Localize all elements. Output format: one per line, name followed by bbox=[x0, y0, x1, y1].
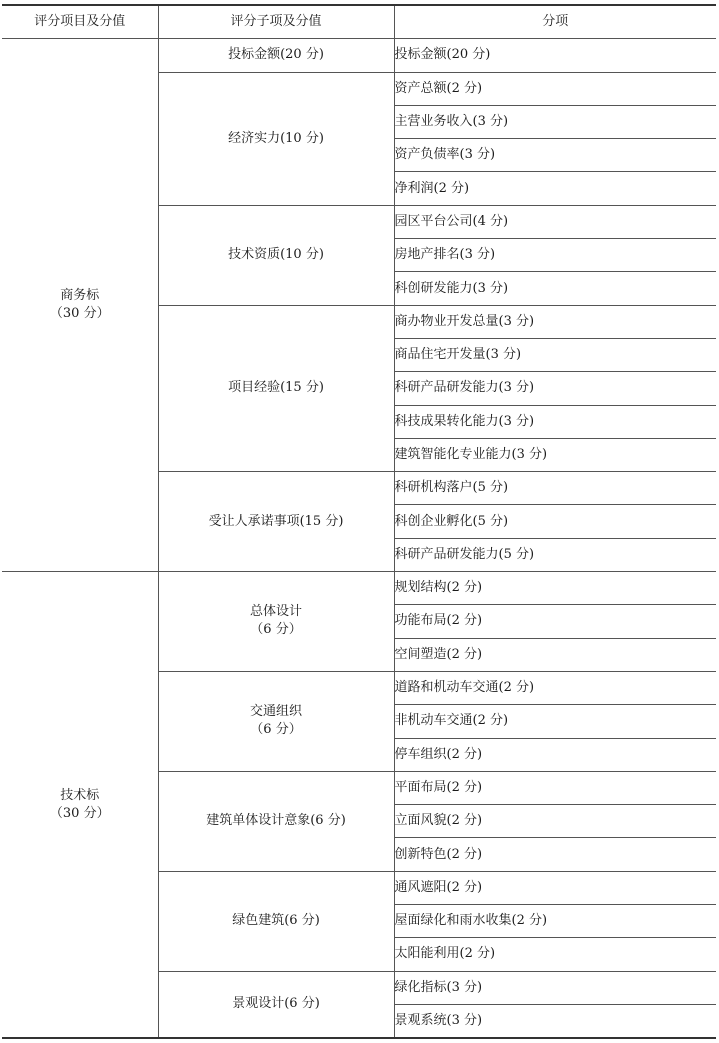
category-name: 技术标 bbox=[60, 787, 100, 803]
subitem-label: 绿色建筑(6 分) bbox=[232, 913, 320, 929]
subitem-label: 总体设计 bbox=[249, 604, 302, 620]
subitem-cell bbox=[158, 572, 394, 672]
item-cell: 建筑智能化专业能力(3 分) bbox=[394, 438, 716, 471]
subitem-label: 建筑单体设计意象(6 分) bbox=[206, 813, 346, 829]
item-cell: 商品住宅开发量(3 分) bbox=[394, 338, 716, 371]
item-cell: 科研产品研发能力(5 分) bbox=[394, 538, 716, 571]
item-cell: 平面布局(2 分) bbox=[394, 771, 716, 804]
subitem-label: 投标金额(20 分) bbox=[228, 47, 324, 63]
item-cell: 园区平台公司(4 分) bbox=[394, 205, 716, 238]
header-row bbox=[2, 5, 716, 39]
subitem-label: （6 分） bbox=[250, 722, 302, 738]
subitem-cell bbox=[158, 39, 394, 72]
subitem-label: 受让人承诺事项(15 分) bbox=[208, 513, 344, 529]
subitem-cell bbox=[158, 472, 394, 572]
item-cell: 净利润(2 分) bbox=[394, 172, 716, 205]
category-score: （30 分） bbox=[49, 306, 110, 322]
category-name: 商务标 bbox=[60, 288, 100, 304]
item-cell: 创新特色(2 分) bbox=[394, 838, 716, 871]
table-row bbox=[2, 572, 716, 605]
subitem-cell bbox=[158, 771, 394, 871]
table-body bbox=[2, 39, 716, 1038]
subitem-cell bbox=[158, 72, 394, 205]
item-cell: 房地产排名(3 分) bbox=[394, 239, 716, 272]
item-cell: 科研产品研发能力(3 分) bbox=[394, 372, 716, 405]
item-cell: 空间塑造(2 分) bbox=[394, 638, 716, 671]
subitem-cell bbox=[158, 205, 394, 305]
item-cell: 科技成果转化能力(3 分) bbox=[394, 405, 716, 438]
item-cell: 屋面绿化和雨水收集(2 分) bbox=[394, 905, 716, 938]
subitem-cell bbox=[158, 971, 394, 1038]
item-cell: 功能布局(2 分) bbox=[394, 605, 716, 638]
header-item: 分项 bbox=[394, 5, 716, 39]
item-cell: 立面风貌(2 分) bbox=[394, 805, 716, 838]
item-cell: 资产负债率(3 分) bbox=[394, 139, 716, 172]
subitem-label: 经济实力(10 分) bbox=[228, 130, 324, 146]
item-cell: 科研机构落户(5 分) bbox=[394, 472, 716, 505]
item-cell: 商办物业开发总量(3 分) bbox=[394, 305, 716, 338]
subitem-cell bbox=[158, 871, 394, 971]
item-cell: 规划结构(2 分) bbox=[394, 572, 716, 605]
item-cell: 科创企业孵化(5 分) bbox=[394, 505, 716, 538]
subitem-label: 项目经验(15 分) bbox=[228, 380, 324, 396]
item-cell: 道路和机动车交通(2 分) bbox=[394, 671, 716, 704]
item-cell: 通风遮阳(2 分) bbox=[394, 871, 716, 904]
table-row bbox=[2, 39, 716, 72]
item-cell: 太阳能利用(2 分) bbox=[394, 938, 716, 971]
scoring-table bbox=[2, 4, 716, 1039]
subitem-label: （6 分） bbox=[250, 622, 302, 638]
category-cell bbox=[2, 572, 158, 1039]
item-cell: 资产总额(2 分) bbox=[394, 72, 716, 105]
item-cell: 投标金额(20 分) bbox=[394, 39, 716, 72]
subitem-cell bbox=[158, 305, 394, 471]
category-score: （30 分） bbox=[49, 805, 110, 821]
item-cell: 主营业务收入(3 分) bbox=[394, 105, 716, 138]
header-category: 评分项目及分值 bbox=[2, 5, 158, 39]
subitem-label: 技术资质(10 分) bbox=[228, 247, 324, 263]
subitem-cell bbox=[158, 671, 394, 771]
item-cell: 绿化指标(3 分) bbox=[394, 971, 716, 1004]
item-cell: 非机动车交通(2 分) bbox=[394, 705, 716, 738]
subitem-label: 交通组织 bbox=[249, 704, 302, 720]
item-cell: 景观系统(3 分) bbox=[394, 1004, 716, 1038]
item-cell: 停车组织(2 分) bbox=[394, 738, 716, 771]
header-subitem: 评分子项及分值 bbox=[158, 5, 394, 39]
item-cell: 科创研发能力(3 分) bbox=[394, 272, 716, 305]
category-cell bbox=[2, 39, 158, 572]
subitem-label: 景观设计(6 分) bbox=[232, 996, 320, 1012]
